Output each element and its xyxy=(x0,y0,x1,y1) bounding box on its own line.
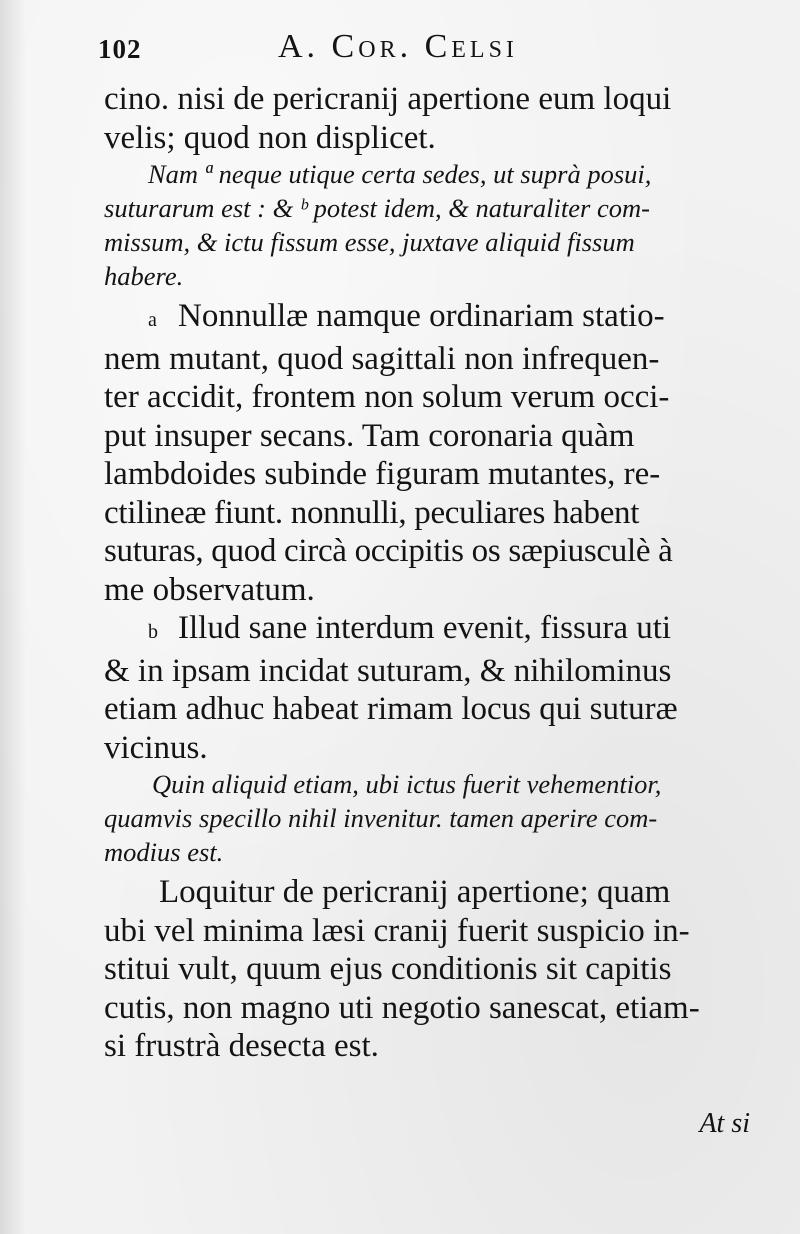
quoted-text-1 xyxy=(104,157,760,293)
text-line: suturarum est : & ᵇ potest idem, & naturaliter com- xyxy=(104,193,650,223)
text-line: Quin aliquid etiam, ubi ictus fuerit vehementior, xyxy=(152,769,662,799)
running-head: A. Cor. Celsi xyxy=(278,28,518,65)
paragraph-continuation xyxy=(104,80,760,157)
text-line: vicinus. xyxy=(104,729,208,766)
text-line: cutis, non magno uti negotio sanescat, etiam- xyxy=(104,989,700,1026)
text-line: ctilineæ fiunt. nonnulli, peculiares habent xyxy=(104,494,640,531)
page-header xyxy=(98,22,568,72)
text-line: nem mutant, quod sagittali non infrequen- xyxy=(104,340,660,377)
text-line: si frustrà desecta est. xyxy=(104,1028,379,1064)
commentary-note-b xyxy=(104,609,760,767)
text-line: missum, & ictu fissum esse, juxtave aliquid fissum xyxy=(104,227,635,257)
text-line: put insuper secans. Tam coronaria quàm xyxy=(104,417,635,454)
text-line: me observatum. xyxy=(104,571,315,608)
text-line: ter accidit, frontem non solum verum occi- xyxy=(104,379,670,415)
page-number: 102 xyxy=(98,34,142,64)
text-line: suturas, quod circà occipitis os sæpiusculè à xyxy=(104,533,673,569)
text-line: & in ipsam incidat suturam, & nihilominus xyxy=(104,652,672,689)
quoted-text-2 xyxy=(104,767,760,869)
text-line: Nonnullæ namque ordinariam statio- xyxy=(178,298,665,334)
commentary-final xyxy=(104,873,760,1066)
note-marker-a: a xyxy=(148,309,157,331)
text-line: Nam ª neque utique certa sedes, ut suprà posui, xyxy=(148,159,652,189)
text-line: quamvis specillo nihil invenitur. tamen aperire com- xyxy=(104,803,658,833)
text-line: Illud sane interdum evenit, fissura uti xyxy=(178,610,672,646)
text-line: modius est. xyxy=(104,837,224,867)
commentary-note-a xyxy=(104,297,760,609)
text-line: ubi vel minima læsi cranij fuerit suspicio in- xyxy=(104,912,690,949)
text-block xyxy=(104,80,760,1066)
catchword: At si xyxy=(699,1108,750,1139)
text-line: cino. nisi de pericranij apertione eum loqui xyxy=(104,81,672,117)
text-line: habere. xyxy=(104,261,184,291)
note-marker-b: b xyxy=(148,621,158,643)
text-line: etiam adhuc habeat rimam locus qui suturæ xyxy=(104,691,678,727)
text-line: lambdoides subinde figuram mutantes, re- xyxy=(104,456,661,492)
text-line: stitui vult, quum ejus conditionis sit capitis xyxy=(104,951,672,987)
text-line: velis; quod non displicet. xyxy=(104,119,436,156)
text-line: Loquitur de pericranij apertione; quam xyxy=(159,874,671,910)
